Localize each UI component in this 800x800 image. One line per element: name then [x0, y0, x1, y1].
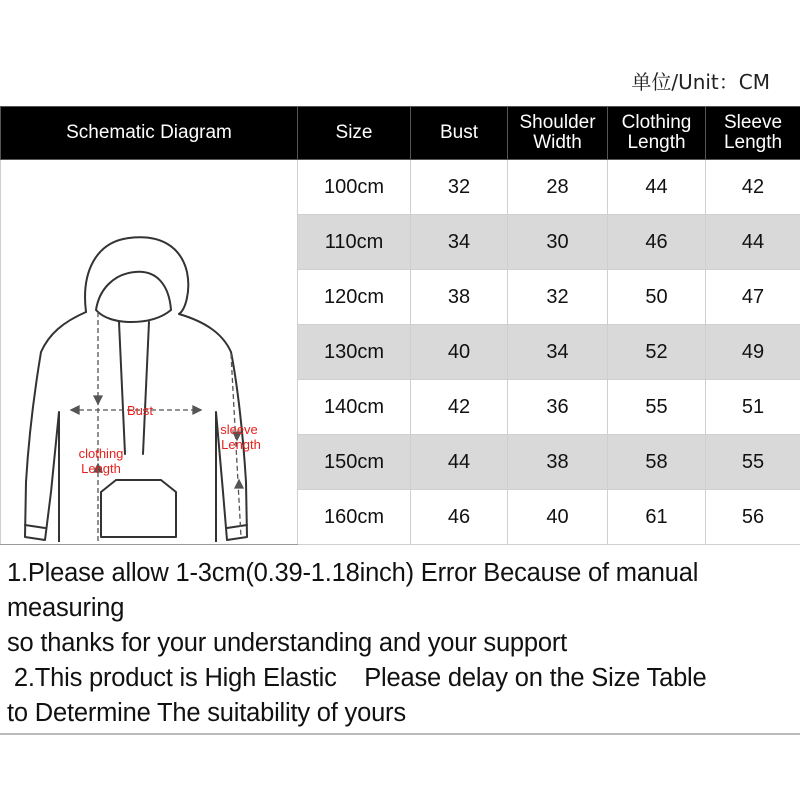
- bust-label: Bust: [126, 403, 154, 418]
- cell-clothing-length: 55: [608, 380, 706, 435]
- notes: [7, 556, 797, 731]
- cell-size: 130cm: [298, 325, 411, 380]
- cell-bust: 34: [411, 215, 508, 270]
- header-size: Size: [298, 107, 411, 160]
- cell-size: 140cm: [298, 380, 411, 435]
- cell-size: 120cm: [298, 270, 411, 325]
- note-line: to Determine The suitability of yours: [7, 699, 406, 727]
- cell-shoulder: 38: [508, 435, 608, 490]
- header-shoulder-width: Shoulder Width: [508, 107, 608, 160]
- cell-sleeve-length: 49: [706, 325, 800, 380]
- header-schematic: Schematic Diagram: [1, 107, 298, 160]
- cell-bust: 46: [411, 490, 508, 545]
- cell-bust: 40: [411, 325, 508, 380]
- cell-size: 100cm: [298, 160, 411, 215]
- header-bust: Bust: [411, 107, 508, 160]
- left-cuff: [25, 525, 45, 528]
- cell-bust: 44: [411, 435, 508, 490]
- cell-clothing-length: 44: [608, 160, 706, 215]
- note-line: so thanks for your understanding and your support: [7, 629, 568, 657]
- cell-clothing-length: 58: [608, 435, 706, 490]
- sleeve-label-line2: Length: [221, 437, 261, 452]
- cell-shoulder: 32: [508, 270, 608, 325]
- body-outline: [25, 312, 247, 542]
- header-sleeve-length: Sleeve Length: [706, 107, 800, 160]
- cell-sleeve-length: 55: [706, 435, 800, 490]
- kangaroo-pocket: [101, 480, 176, 537]
- sleeve-label-line1: sleeve: [220, 422, 258, 437]
- cell-shoulder: 34: [508, 325, 608, 380]
- table-row: [1, 160, 800, 215]
- divider: [0, 733, 800, 735]
- cell-clothing-length: 50: [608, 270, 706, 325]
- cell-bust: 32: [411, 160, 508, 215]
- note-line: 1.Please allow 1-3cm(0.39-1.18inch) Error Because of manual: [7, 559, 699, 587]
- cell-clothing-length: 46: [608, 215, 706, 270]
- cell-size: 160cm: [298, 490, 411, 545]
- size-table: [0, 106, 800, 545]
- drawstring-right: [143, 322, 149, 454]
- schematic-diagram: [1, 160, 298, 545]
- cell-shoulder: 28: [508, 160, 608, 215]
- hood-opening: [96, 272, 171, 322]
- cell-sleeve-length: 47: [706, 270, 800, 325]
- clothing-label-line2: Length: [81, 461, 121, 476]
- clothing-label-line1: clothing: [78, 446, 124, 461]
- cell-sleeve-length: 42: [706, 160, 800, 215]
- hoodie-diagram: [1, 162, 296, 542]
- cell-size: 150cm: [298, 435, 411, 490]
- cell-sleeve-length: 56: [706, 490, 800, 545]
- unit-label: 单位/Unit：CM: [631, 70, 770, 94]
- right-cuff: [227, 525, 247, 528]
- cell-bust: 38: [411, 270, 508, 325]
- cell-sleeve-length: 51: [706, 380, 800, 435]
- cell-clothing-length: 61: [608, 490, 706, 545]
- cell-clothing-length: 52: [608, 325, 706, 380]
- drawstring-left: [119, 322, 125, 454]
- header-clothing-length: Clothing Length: [608, 107, 706, 160]
- note-line: 2.This product is High Elastic Please delay on the Size Table: [7, 664, 707, 692]
- note-line: measuring: [7, 594, 125, 622]
- hood-outline: [85, 237, 188, 314]
- cell-sleeve-length: 44: [706, 215, 800, 270]
- cell-shoulder: 36: [508, 380, 608, 435]
- cell-size: 110cm: [298, 215, 411, 270]
- cell-shoulder: 40: [508, 490, 608, 545]
- cell-shoulder: 30: [508, 215, 608, 270]
- cell-bust: 42: [411, 380, 508, 435]
- header-row: [1, 107, 800, 160]
